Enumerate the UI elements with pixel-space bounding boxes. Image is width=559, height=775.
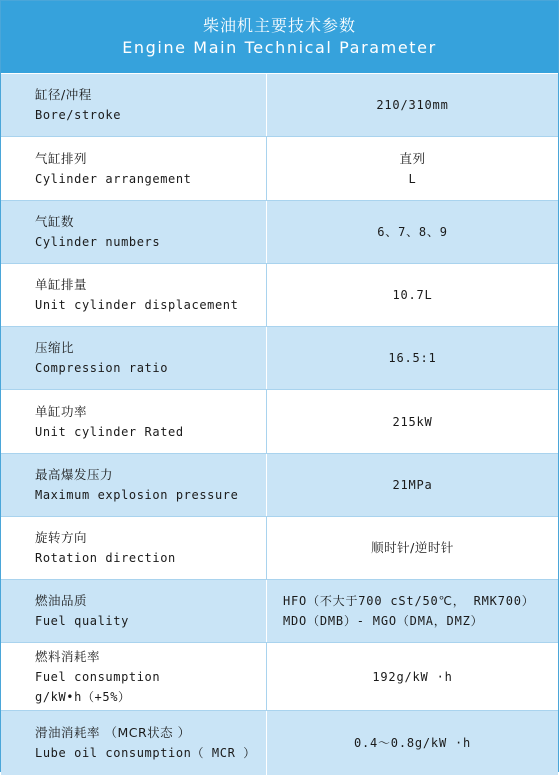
param-label-zh: 滑油消耗率 （MCR状态 ） [35, 725, 191, 740]
param-label-en: Unit cylinder Rated [35, 424, 184, 439]
param-label-en: Cylinder numbers [35, 235, 161, 249]
param-value-cell [267, 327, 558, 389]
param-value: HFO（不大于700 cSt/50℃， RMK700） [283, 594, 535, 608]
table-row [1, 74, 558, 137]
param-value: 10.7L [392, 288, 433, 302]
param-value-cell [267, 137, 558, 200]
param-label-en: Bore/stroke [35, 108, 122, 122]
param-value-cell [267, 74, 558, 136]
table-row [1, 201, 558, 264]
table-row [1, 137, 558, 201]
table-row [1, 643, 558, 711]
table-row [1, 390, 558, 454]
title-en: Engine Main Technical Parameter [122, 38, 437, 57]
param-label-cell [1, 454, 267, 516]
param-value-cell [267, 201, 558, 263]
param-value-cell [267, 264, 558, 326]
param-label-zh: 燃油品质 [35, 593, 88, 608]
param-value: 6、7、8、9 [377, 225, 448, 239]
param-value: MDO（DMB）- MGO（DMA，DMZ） [283, 614, 484, 628]
param-label-en: Lube oil consumption（ MCR ） [35, 746, 256, 760]
param-label-zh: 燃料消耗率 [35, 648, 101, 664]
param-label-cell [1, 580, 267, 642]
param-label-cell [1, 517, 267, 579]
param-label-cell [1, 643, 267, 710]
table-row [1, 264, 558, 327]
param-label-cell [1, 264, 267, 326]
param-label-cell [1, 711, 267, 775]
param-label-en: Fuel quality [35, 614, 129, 628]
param-label-en: Fuel consumption [35, 669, 161, 684]
param-value-cell [267, 454, 558, 516]
param-label-unit: g/kW•h（+5%） [35, 689, 131, 704]
table-row [1, 454, 558, 517]
param-label-zh: 单缸功率 [35, 403, 88, 419]
param-label-zh: 压缩比 [35, 340, 75, 355]
param-value: 215kW [392, 414, 433, 429]
table-body [1, 74, 558, 775]
param-value: 21MPa [392, 478, 433, 492]
param-label-zh: 旋转方向 [35, 530, 88, 545]
param-label-en: Rotation direction [35, 551, 176, 565]
param-value-cell [267, 517, 558, 579]
table-row [1, 711, 558, 775]
param-label-en: Cylinder arrangement [35, 171, 192, 186]
param-label-en: Unit cylinder displacement [35, 298, 239, 312]
param-value: 0.4～0.8g/kW ·h [353, 736, 472, 750]
param-label-zh: 缸径/冲程 [35, 87, 92, 102]
param-label-zh: 气缸数 [35, 214, 75, 229]
param-value: 192g/kW ·h [372, 669, 453, 684]
table-row [1, 327, 558, 390]
param-label-cell [1, 74, 267, 136]
param-label-cell [1, 201, 267, 263]
param-value: 顺时针/逆时针 [371, 540, 454, 555]
param-value: 16.5:1 [388, 351, 437, 365]
param-value: L [408, 171, 417, 186]
param-value-cell [267, 711, 558, 775]
table-row [1, 580, 558, 643]
param-label-cell [1, 137, 267, 200]
param-value-cell [267, 580, 558, 642]
table-header [1, 1, 558, 74]
param-label-zh: 气缸排列 [35, 150, 88, 166]
param-label-cell [1, 390, 267, 453]
param-value: 210/310mm [376, 98, 449, 112]
param-label-cell [1, 327, 267, 389]
param-label-en: Maximum explosion pressure [35, 488, 239, 502]
param-value: 直列 [399, 150, 426, 166]
param-value-cell [267, 643, 558, 710]
param-label-zh: 单缸排量 [35, 277, 88, 292]
param-value-cell [267, 390, 558, 453]
table-row [1, 517, 558, 580]
param-label-zh: 最高爆发压力 [35, 467, 114, 482]
title-zh: 柴油机主要技术参数 [202, 16, 356, 35]
param-label-en: Compression ratio [35, 361, 169, 375]
